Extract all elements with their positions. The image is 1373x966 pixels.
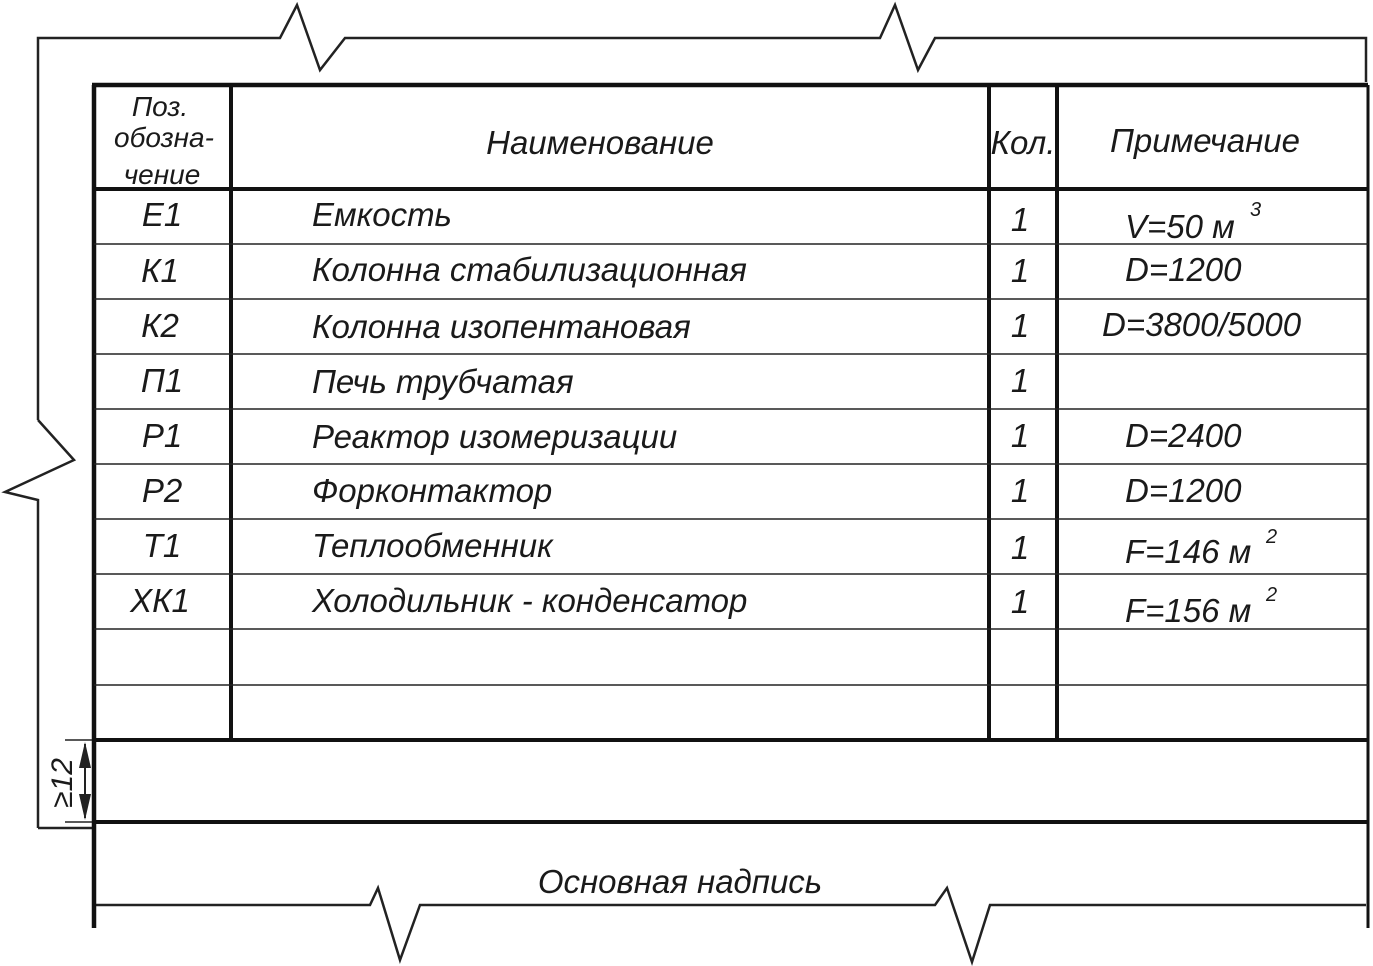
title-block-label: Основная надпись — [537, 863, 823, 900]
dimension-annotation — [46, 740, 92, 822]
row-note-superscript: 2 — [1266, 584, 1278, 606]
table-row — [142, 417, 1242, 455]
row-note-superscript: 3 — [1250, 199, 1262, 221]
row-note: V=50 м — [1125, 208, 1235, 245]
row-name: Печь трубчатая — [312, 363, 574, 400]
row-qty: 1 — [1010, 362, 1030, 399]
row-name: Колонна изопентановая — [312, 308, 691, 345]
row-pos: ХК1 — [130, 582, 190, 619]
row-note: D=3800/5000 — [1102, 306, 1302, 343]
row-qty: 1 — [1010, 201, 1030, 238]
table-row — [129, 582, 1277, 629]
row-qty: 1 — [1010, 529, 1030, 566]
row-name: Форконтактор — [312, 472, 553, 509]
table-row — [142, 472, 1242, 509]
row-qty: 1 — [1010, 472, 1030, 509]
row-name: Реактор изомеризации — [312, 418, 678, 455]
row-pos: Е1 — [141, 196, 183, 233]
table-row — [141, 251, 1242, 289]
row-pos: К1 — [141, 252, 179, 289]
row-pos: Т1 — [142, 527, 182, 564]
table-row — [143, 526, 1277, 570]
row-pos: К2 — [141, 307, 179, 344]
row-note: D=1200 — [1125, 251, 1242, 288]
row-name: Теплообменник — [312, 527, 553, 564]
row-qty: 1 — [1010, 583, 1030, 620]
table-row — [142, 196, 1261, 245]
header-note: Примечание — [1109, 122, 1301, 159]
row-pos: Р2 — [141, 472, 183, 509]
header-qty: Кол. — [990, 124, 1056, 161]
header-pos-line2: обозна- — [114, 122, 214, 153]
row-note: F=146 м — [1125, 533, 1252, 570]
header-pos-line1: Поз. — [131, 91, 189, 122]
row-pos: Р1 — [141, 417, 183, 454]
table-row — [141, 306, 1302, 345]
row-note: F=156 м — [1125, 592, 1252, 629]
row-name: Емкость — [312, 196, 452, 233]
dimension-label: ≥12 — [46, 758, 79, 808]
header-pos-line3: чение — [123, 159, 201, 190]
arrow-down-icon — [79, 794, 91, 820]
row-name: Колонна стабилизационная — [312, 251, 747, 288]
row-name: Холодильник - конденсатор — [312, 582, 748, 619]
header-name: Наименование — [486, 124, 714, 161]
row-pos: П1 — [140, 362, 184, 399]
row-qty: 1 — [1010, 307, 1030, 344]
row-note-superscript: 2 — [1266, 526, 1278, 548]
table-header — [114, 91, 1300, 190]
row-qty: 1 — [1010, 252, 1030, 289]
row-note: D=2400 — [1125, 417, 1242, 454]
row-qty: 1 — [1010, 417, 1030, 454]
arrow-up-icon — [79, 742, 91, 768]
table-row — [141, 362, 1029, 400]
row-note: D=1200 — [1125, 472, 1242, 509]
